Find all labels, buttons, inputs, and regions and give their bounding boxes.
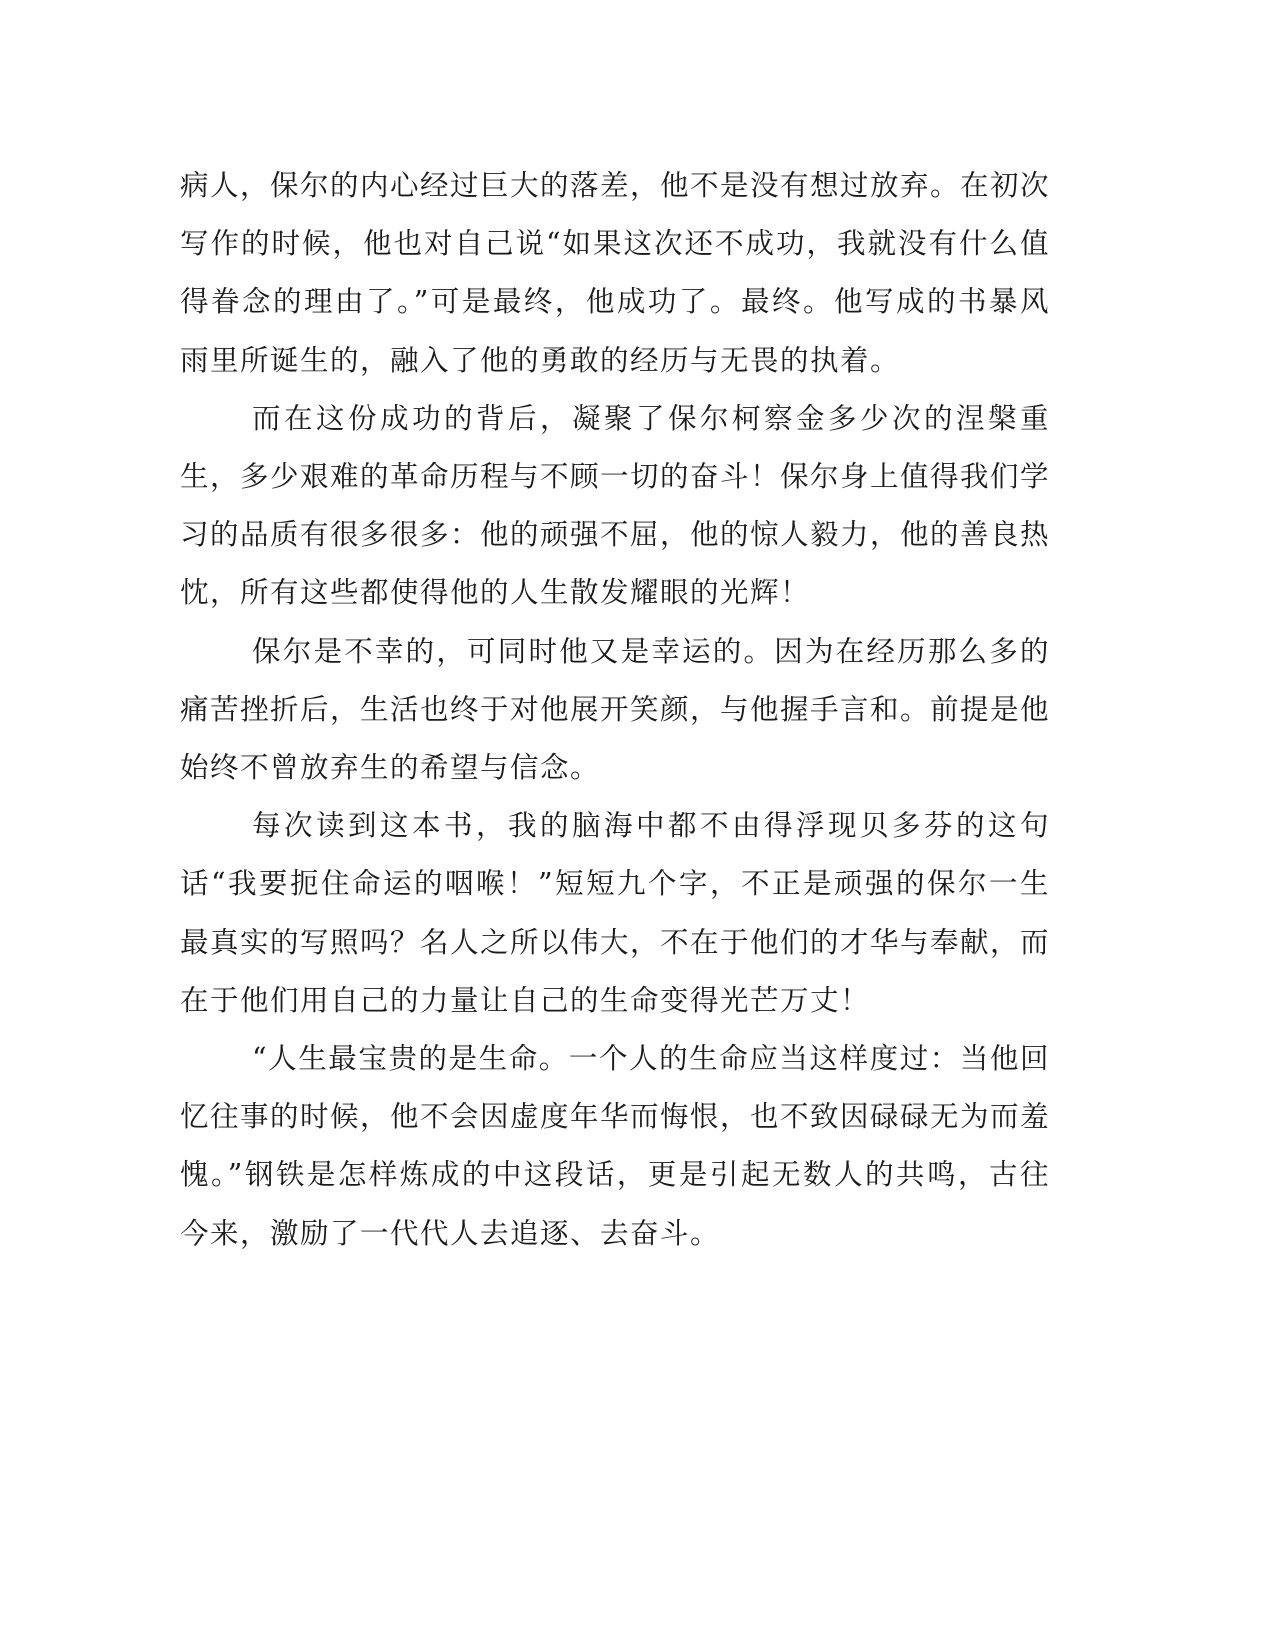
paragraph: “人生最宝贵的是生命。一个人的生命应当这样度过：当他回忆往事的时候，他不会因虚度年华而悔恨，也不致因碌碌无为而羞愧。”钢铁是怎样炼成的中这段话，更是引起无数人的共鸣，古往今来，激励了一代代人去追逐、去奋斗。: [180, 1042, 1051, 1250]
paragraph: 每次读到这本书，我的脑海中都不由得浮现贝多芬的这句话“我要扼住命运的咽喉！”短短九个字，不正是顽强的保尔一生最真实的写照吗？名人之所以伟大，不在于他们的才华与奉献，而在于他们用自己的力量让自己的生命变得光芒万丈！: [180, 809, 1051, 1017]
paragraph: 保尔是不幸的，可同时他又是幸运的。因为在经历那么多的痛苦挫折后，生活也终于对他展开笑颜，与他握手言和。前提是他始终不曾放弃生的希望与信念。: [180, 634, 1051, 785]
document-body: [180, 157, 1050, 1263]
paragraph: 而在这份成功的背后，凝聚了保尔柯察金多少次的涅槃重生，多少艰难的革命历程与不顾一切的奋斗！保尔身上值得我们学习的品质有很多很多：他的顽强不屈，他的惊人毅力，他的善良热忱，所有这些都使得他的人生散发耀眼的光辉！: [180, 401, 1051, 610]
paragraph: 病人，保尔的内心经过巨大的落差，他不是没有想过放弃。在初次写作的时候，他也对自己说“如果这次还不成功，我就没有什么值得眷念的理由了。”可是最终，他成功了。最终。他写成的书暴风雨里所诞生的，融入了他的勇敢的经历与无畏的执着。: [180, 169, 1051, 377]
